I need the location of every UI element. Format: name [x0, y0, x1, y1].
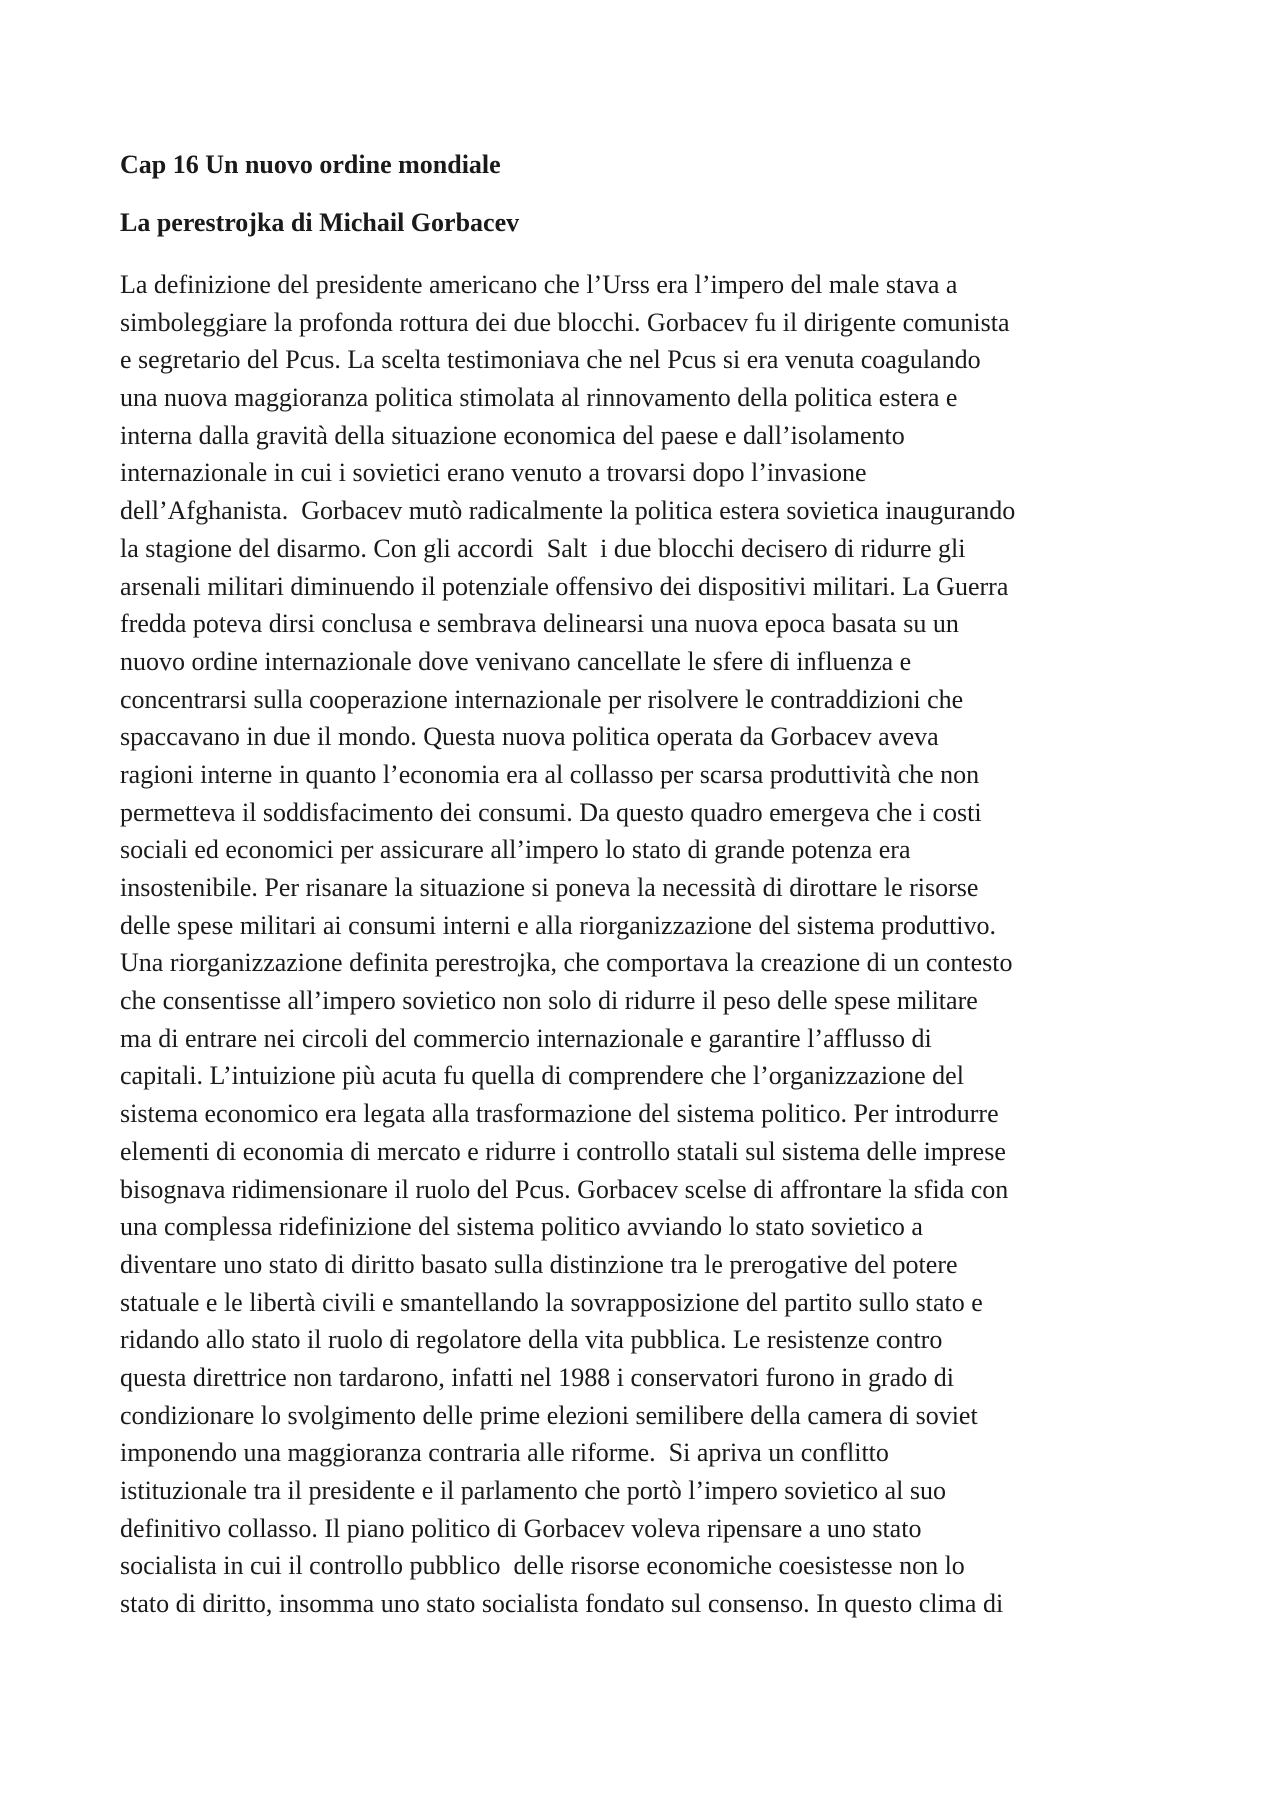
chapter-title: Cap 16 Un nuovo ordine mondiale — [120, 150, 501, 179]
body-paragraph: La definizione del presidente americano che l’Urss era l’impero del male stava a simboleggiare la profonda rottura dei due blocchi. Gorbacev fu il dirigente comunista e segretario del Pcus. La scelta testimoniava che nel Pcus si era venuta coagulando una nuova maggioranza politica stimolata al rinnovamento della politica estera e interna dalla gravità della situazione economica del paese e dall’isolamento internazionale in cui i sovietici erano venuto a trovarsi dopo l’invasione dell’Afghanista. Gorbacev mutò radicalmente la politica estera sovietica inaugurando la stagione del disarmo. Con gli accordi Salt i due blocchi decisero di ridurre gli arsenali militari diminuendo il potenziale offensivo dei dispositivi militari. La Guerra fredda poteva dirsi conclusa e sembrava delinearsi una nuova epoca basata su un nuovo ordine internazionale dove venivano cancellate le sfere di influenza e concentrarsi sulla cooperazione internazionale per risolvere le contraddizioni che spaccavano in due il mondo. Questa nuova politica operata da Gorbacev aveva ragioni interne in quanto l’economia era al collasso per scarsa produttività che non permetteva il soddisfacimento dei consumi. Da questo quadro emergeva che i costi sociali ed economici per assicurare all’impero lo stato di grande potenza era insostenibile. Per risanare la situazione si poneva la necessità di dirottare le risorse delle spese militari ai consumi interni e alla riorganizzazione del sistema produttivo. Una riorganizzazione definita perestrojka, che comportava la creazione di un contesto che consentisse all’impero sovietico non solo di ridurre il peso delle spese militare ma di entrare nei circoli del commercio internazionale e garantire l’afflusso di capitali. L’intuizione più acuta fu quella di comprendere che l’organizzazione del sistema economico era legata alla trasformazione del sistema politico. Per introdurre elementi di economia di mercato e ridurre i controllo statali sul sistema delle imprese bisognava ridimensionare il ruolo del Pcus. Gorbacev scelse di affrontare la sfida con una complessa ridefinizione del sistema politico avviando lo stato sovietico a diventare uno stato di diritto basato sulla distinzione tra le prerogative del potere statuale e le libertà civili e smantellando la sovrapposizione del partito sullo stato e ridando allo stato il ruolo di regolatore della vita pubblica. Le resistenze contro questa direttrice non tardarono, infatti nel 1988 i conservatori furono in grado di condizionare lo svolgimento delle prime elezioni semilibere della camera di soviet imponendo una maggioranza contraria alle riforme. Si apriva un conflitto istituzionale tra il presidente e il parlamento che portò l’impero sovietico al suo definitivo collasso. Il piano politico di Gorbacev voleva ripensare a uno stato socialista in cui il controllo pubblico delle risorse economiche coesistesse non lo stato di diritto, insomma uno stato socialista fondato sul consenso. In questo clima di — [120, 270, 1016, 1619]
section-title: La perestrojka di Michail Gorbacev — [120, 208, 520, 237]
